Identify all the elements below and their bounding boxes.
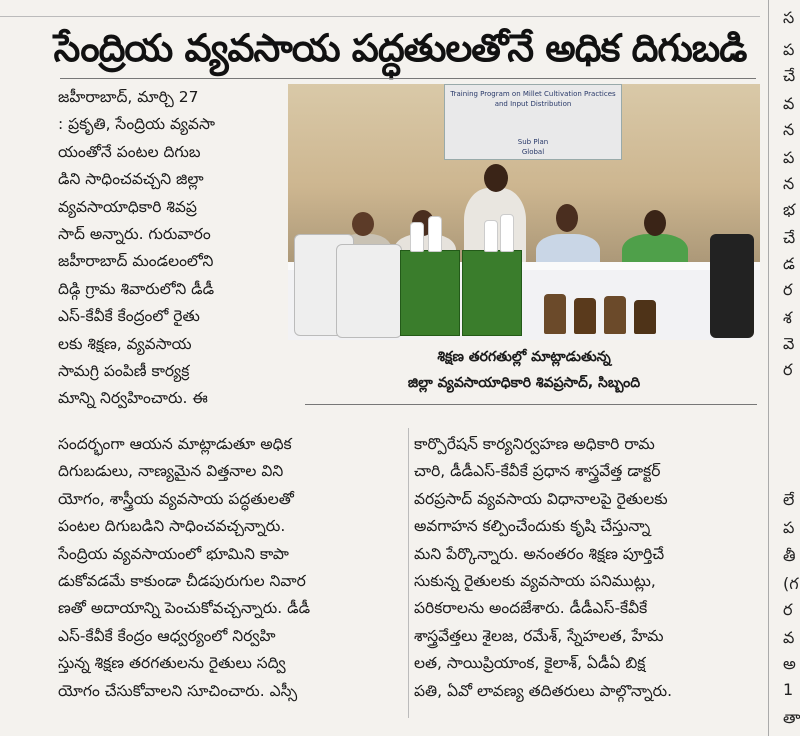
text-line: సందర్భంగా ఆయన మాట్లాడుతూ అధిక xyxy=(58,435,292,453)
edge-char: ప xyxy=(783,40,795,59)
text-line: ఎస్-కేవీకే కేంద్రంలో రైతు xyxy=(58,307,200,326)
text-line: జహీరాబాద్ మండలంలోని xyxy=(58,252,214,271)
edge-char: స xyxy=(783,8,795,27)
edge-char: డ xyxy=(783,254,795,273)
article-intro-column xyxy=(58,84,280,413)
text-line: వరప్రసాద్ వ్యవసాయ విధానాలపై రైతులకు xyxy=(414,489,668,508)
text-line: సాద్ అన్నారు. గురువారం xyxy=(58,225,211,244)
edge-char: వ xyxy=(783,94,795,113)
banner-line: and Input Distribution xyxy=(494,100,572,108)
edge-char: చే xyxy=(783,228,796,247)
edge-char: చే xyxy=(783,66,796,85)
equipment-box xyxy=(462,250,522,336)
text-line: యోగం చేసుకోవాలని సూచించారు. ఎస్సీ xyxy=(58,681,298,700)
edge-char: శ xyxy=(783,308,792,327)
text-line: వ్యవసాయాధికారి శివప్ర xyxy=(58,197,197,216)
news-photo xyxy=(288,84,760,340)
edge-char: ప xyxy=(783,518,795,537)
edge-char: తా xyxy=(783,708,800,727)
photo-caption xyxy=(288,344,760,396)
text-line: జహీరాబాద్, మార్చి 27 xyxy=(58,88,199,106)
bottle xyxy=(484,220,498,252)
edge-char: భ xyxy=(783,200,796,219)
banner-line: Training Program on Millet Cultivation Practices xyxy=(450,90,616,98)
text-line: పరికరాలను అందజేశారు. డీడీఎస్-కేవీకే xyxy=(414,599,648,618)
edge-char: తీ xyxy=(783,546,796,565)
text-line: స్తున్న శిక్షణ తరగతులను రైతులు సద్వి xyxy=(58,654,286,673)
text-line: పంటల దిగుబడిని సాధించవచ్చన్నారు. xyxy=(58,517,286,536)
person-head xyxy=(644,210,666,236)
headline-rule xyxy=(60,78,756,79)
text-line: అవగాహన కల్పించేందుకు కృషి చేస్తున్నా xyxy=(414,517,651,536)
edge-char: వ xyxy=(783,628,795,647)
text-line: సుకున్న రైతులకు వ్యవసాయ పనిముట్లు, xyxy=(414,572,656,591)
text-line: ఎస్-కేవీకే కేంద్రం ఆధ్వర్యంలో నిర్వహి xyxy=(58,626,276,645)
text-line: సామగ్రి పంపిణీ కార్యక్ర xyxy=(58,362,190,381)
caption-rule xyxy=(305,404,757,405)
text-line: పతి, ఏవో లావణ్య తదితరులు పాల్గొన్నారు. xyxy=(414,681,673,700)
edge-char: వె xyxy=(783,334,795,353)
banner-line: Global xyxy=(521,148,545,156)
edge-char: అ xyxy=(783,654,796,673)
text-line: లత, సాయిప్రియాంక, కైలాశ్, ఏడీఏ బిక్ష xyxy=(414,654,646,673)
edge-char: లే xyxy=(783,490,795,509)
text-line: డిని సాధించవచ్చని జిల్లా xyxy=(58,170,204,189)
adjacent-article-edge xyxy=(768,0,800,736)
edge-char: ర xyxy=(783,360,793,379)
equipment-box xyxy=(400,250,460,336)
text-line: డుకోవడమే కాకుండా చీడపురుగుల నివార xyxy=(58,572,306,591)
caption-line: జిల్లా వ్యవసాయాధికారి శివప్రసాద్, సిబ్బంది xyxy=(407,375,641,391)
person-head xyxy=(556,204,578,232)
edge-char: ర xyxy=(783,280,793,299)
edge-char: 1 xyxy=(783,680,794,699)
text-line: యోగం, శాస్త్రీయ వ్యవసాయ పద్ధతులతో xyxy=(58,489,294,508)
top-cropped-strip xyxy=(0,0,760,17)
text-line: మని పేర్కొన్నారు. అనంతరం శిక్షణ పూర్తిచే xyxy=(414,544,665,563)
text-line: చారి, డీడీఎస్-కేవీకే ప్రధాన శాస్త్రవేత్త డాక్టర్ xyxy=(414,462,661,481)
bottle xyxy=(604,296,626,334)
column-divider xyxy=(408,428,409,718)
article-body-left-column xyxy=(58,431,404,705)
text-line: మాన్ని నిర్వహించారు. ఈ xyxy=(58,389,208,408)
text-line: కార్పొరేషన్ కార్యనిర్వహణ అధికారి రామ xyxy=(414,435,655,453)
edge-char: ప xyxy=(783,148,795,167)
bottle xyxy=(428,216,442,252)
text-line: యంతోనే పంటల దిగుబ xyxy=(58,142,201,161)
article-body-right-column xyxy=(414,431,760,705)
seed-sack xyxy=(336,244,402,338)
text-line: ణతో అదాయాన్ని పెంచుకోవచ్చన్నారు. డీడీ xyxy=(58,599,311,618)
headline: సేంద్రియ వ్యవసాయ పద్ధతులతోనే అధిక దిగుబడి xyxy=(53,26,747,70)
person-head xyxy=(484,164,508,192)
edge-char: న xyxy=(783,174,795,193)
text-line: : ప్రకృతి, సేంద్రియ వ్యవసా xyxy=(58,115,215,134)
edge-char: (గ xyxy=(783,574,799,593)
bottle xyxy=(544,294,566,334)
text-line: లకు శిక్షణ, వ్యవసాయ xyxy=(58,334,192,353)
caption-line: శిక్షణ తరగతుల్లో మాట్లాడుతున్న xyxy=(437,349,611,365)
text-line: సేంద్రియ వ్యవసాయంలో భూమిని కాపా xyxy=(58,544,289,563)
bottle xyxy=(410,222,424,252)
banner-line: Sub Plan xyxy=(517,138,549,146)
edge-char: ర xyxy=(783,600,793,619)
text-line: దిగుబడులు, నాణ్యమైన విత్తనాల విని xyxy=(58,462,284,481)
text-line: శాస్త్రవేత్తలు శైలజ, రమేశ్, స్నేహలత, హేమ xyxy=(414,626,664,645)
bottle xyxy=(500,214,514,252)
bottle xyxy=(634,300,656,334)
bottle xyxy=(710,234,754,338)
photo-banner xyxy=(444,84,622,160)
text-line: దిడ్గి గ్రామ శివారులోని డీడీ xyxy=(58,279,215,298)
edge-char: న xyxy=(783,120,795,139)
bottle xyxy=(574,298,596,334)
person-head xyxy=(352,212,374,236)
